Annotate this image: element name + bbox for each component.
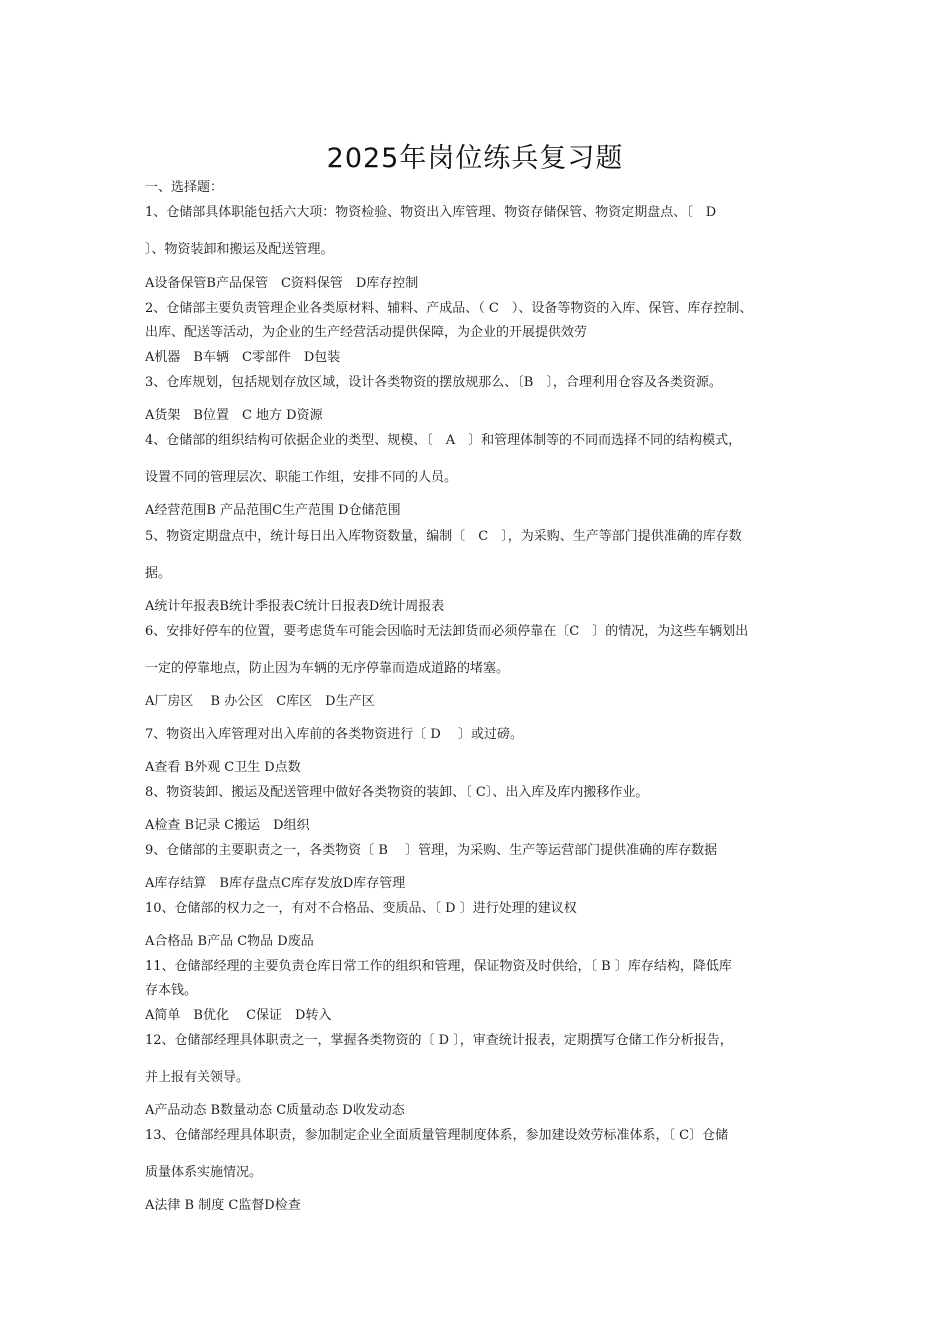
answer-options: A检查 B记录 C搬运 D组织 (145, 818, 310, 833)
answer-options: A产品动态 B数量动态 C质量动态 D收发动态 (145, 1103, 405, 1118)
question-line: 3、仓库规划，包括规划存放区域，设计各类物资的摆放规那么、〔B 〕，合理利用仓容及各类资源。 (145, 375, 722, 390)
answer-options: A库存结算 B库存盘点C库存发放D库存管理 (145, 876, 406, 891)
answer-options: A设备保管B产品保管 C资料保管 D库存控制 (145, 276, 419, 291)
question-line: 设置不同的管理层次、职能工作组，安排不同的人员。 (145, 470, 458, 485)
answer-options: A查看 B外观 C卫生 D点数 (145, 760, 301, 775)
question-line: 据。 (145, 566, 172, 581)
question-line: 7、物资出入库管理对出入库前的各类物资进行〔 D 〕或过磅。 (145, 727, 523, 742)
answer-options: A货架 B位置 C 地方 D资源 (145, 408, 323, 423)
answer-options: A简单 B优化 C保证 D转入 (145, 1008, 332, 1023)
question-line: 5、物资定期盘点中，统计每日出入库物资数量，编制〔 C 〕，为采购、生产等部门提供准确的库存数 (145, 529, 742, 544)
question-line: 10、仓储部的权力之一，有对不合格品、变质品、〔 D 〕进行处理的建议权 (145, 901, 577, 916)
question-line: 8、物资装卸、搬运及配送管理中做好各类物资的装卸、〔 C〕、出入库及库内搬移作业。 (145, 785, 649, 800)
section-heading: 一、选择题： (145, 180, 224, 195)
question-line: 出库、配送等活动，为企业的生产经营活动提供保障，为企业的开展提供效劳 (145, 325, 588, 340)
question-line: 6、安排好停车的位置，要考虑货车可能会因临时无法卸货而必须停靠在〔C 〕的情况，为这些车辆划出 (145, 624, 749, 639)
answer-options: A机器 B车辆 C零部件 D包装 (145, 350, 341, 365)
question-line: 〕、物资装卸和搬运及配送管理。 (145, 242, 334, 257)
question-line: 9、仓储部的主要职责之一，各类物资〔 B 〕管理，为采购、生产等运营部门提供准确的库存数据 (145, 843, 718, 858)
answer-options: A合格品 B产品 C物品 D废品 (145, 934, 314, 949)
answer-options: A法律 B 制度 C监督D检查 (145, 1198, 301, 1213)
question-line: 一定的停靠地点，防止因为车辆的无序停靠而造成道路的堵塞。 (145, 661, 510, 676)
answer-options: A厂房区 B 办公区 C库区 D生产区 (145, 694, 375, 709)
question-line: 存本钱。 (145, 983, 198, 998)
question-line: 1、仓储部具体职能包括六大项：物资检验、物资出入库管理、物资存储保管、物资定期盘点、〔 D (145, 205, 717, 220)
document-title: 2025年岗位练兵复习题 (326, 143, 624, 174)
answer-options: A统计年报表B统计季报表C统计日报表D统计周报表 (145, 599, 445, 614)
answer-options: A经营范围B 产品范围C生产范围 D仓储范围 (145, 503, 401, 518)
question-line: 并上报有关领导。 (145, 1070, 250, 1085)
question-line: 4、仓储部的组织结构可依据企业的类型、规模、〔 A 〕和管理体制等的不同而选择不同的结构模式， (145, 433, 742, 448)
question-line: 2、仓储部主要负责管理企业各类原材料、辅料、产成品、（ C ）、设备等物资的入库、保管、库存控制、 (145, 301, 753, 316)
question-line: 12、仓储部经理具体职责之一，掌握各类物资的〔 D 〕，审查统计报表，定期撰写仓储工作分析报告， (145, 1033, 733, 1048)
question-line: 13、仓储部经理具体职责，参加制定企业全面质量管理制度体系，参加建设效劳标准体系，〔 C〕仓储 (145, 1128, 729, 1143)
question-line: 质量体系实施情况。 (145, 1165, 263, 1180)
question-line: 11、仓储部经理的主要负责仓库日常工作的组织和管理，保证物资及时供给，〔 B 〕库存结构，降低库 (145, 959, 732, 974)
